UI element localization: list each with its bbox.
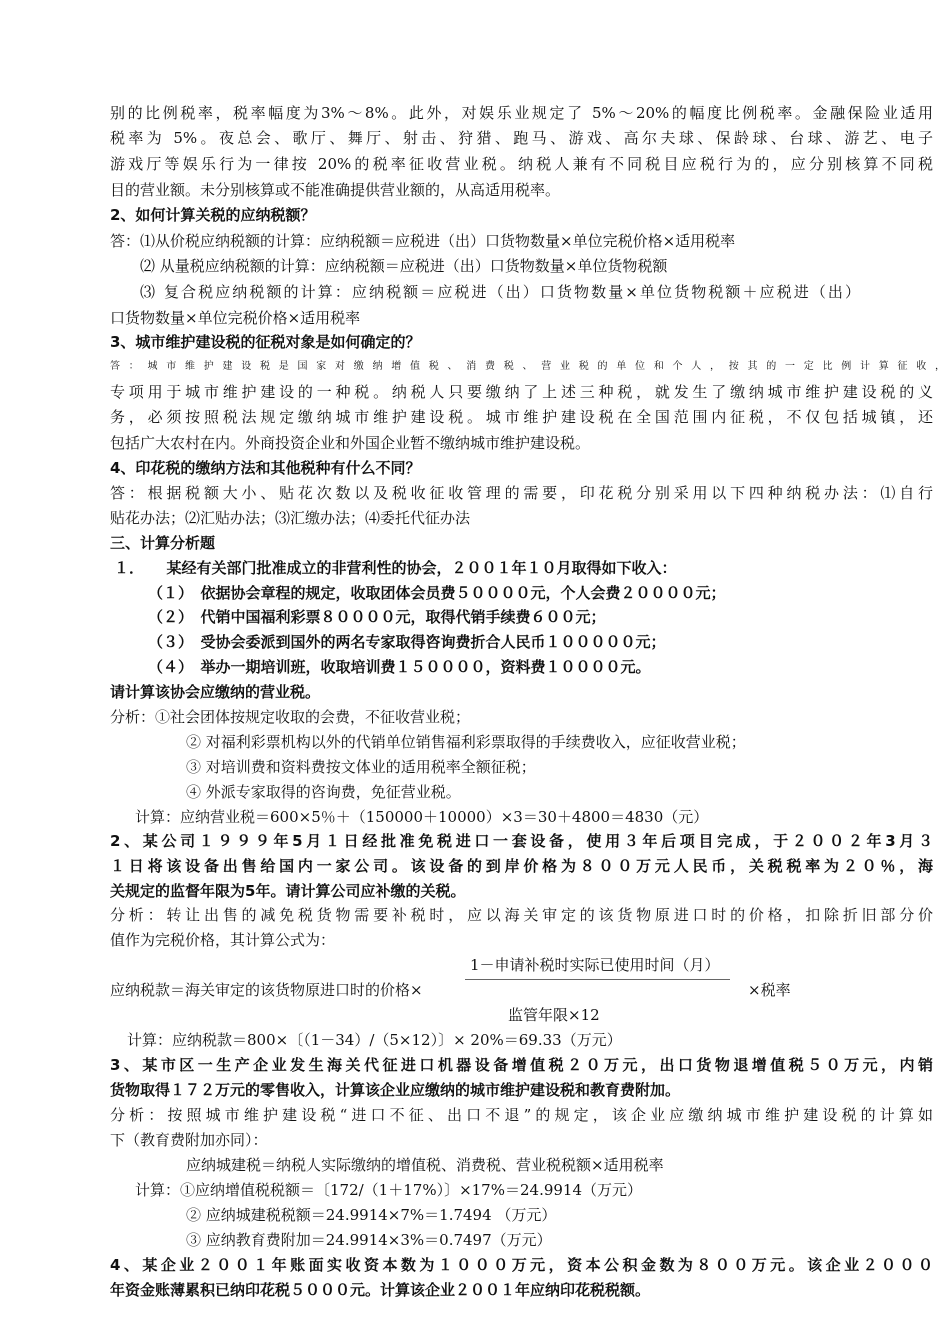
text-line: 目的营业额。未分别核算或不能准确提供营业额的，从高适用税率。	[110, 181, 561, 199]
heading-line: （３） 受协会委派到国外的两名专家取得咨询费折合人民币１０００００元；	[148, 633, 666, 651]
text-line: 包括广大农村在内。外商投资企业和外国企业暂不缴纳城市维护建设税。	[110, 434, 591, 452]
heading-line: （１） 依据协会章程的规定，收取团体会员费５００００元，个人会费２００００元；	[148, 584, 726, 602]
text-line: 答：城市维护建设税是国家对缴纳增值税、消费税、营业税的单位和个人，按其的一定比例计算征收，	[110, 361, 945, 372]
text-line: 游戏厅等娱乐行为一律按 20%的税率征收营业税。纳税人兼有不同税目应税行为的，应分别核算不同税	[110, 155, 933, 173]
heading-line: 3、城市维护建设税的征税对象是如何确定的？	[110, 333, 421, 351]
heading-line: 请计算该协会应缴纳的营业税。	[110, 683, 321, 701]
text-line: 务，必须按照税法规定缴纳城市维护建设税。城市维护建设税在全国范围内征税，不仅包括城镇，还	[110, 408, 933, 426]
text-line: ② 对福利彩票机构以外的代销单位销售福利彩票取得的手续费收入，应征收营业税；	[186, 733, 746, 751]
text-line: 专项用于城市维护建设的一种税。纳税人只要缴纳了上述三种税，就发生了缴纳城市维护建设税的义	[110, 383, 933, 401]
text-line: ③ 应纳教育费附加＝24.9914×3%＝0.7497（万元）	[186, 1231, 552, 1249]
text-line: 贴花办法；⑵汇贴办法；⑶汇缴办法；⑷委托代征办法	[110, 509, 471, 527]
text-line: 答：⑴从价税应纳税额的计算：应纳税额＝应税进（出）口货物数量×单位完税价格×适用税率	[110, 232, 736, 250]
heading-line: 2、如何计算关税的应纳税额？	[110, 206, 316, 224]
text-line: ×税率	[748, 981, 791, 999]
heading-line: 4、印花税的缴纳方法和其他税种有什么不同？	[110, 459, 421, 477]
text-line: 应纳城建税＝纳税人实际缴纳的增值税、消费税、营业税税额×适用税率	[186, 1156, 664, 1174]
text-line: 分析：转让出售的减免税货物需要补税时，应以海关审定的该货物原进口时的价格，扣除折旧部分价	[110, 906, 933, 924]
heading-line: １． 某经有关部门批准成立的非营利性的协会，２００１年１０月取得如下收入：	[114, 559, 677, 577]
text-line: 税率为 5%。夜总会、歌厅、舞厅、射击、狩猎、跑马、游戏、高尔夫球、保龄球、台球、游艺、电子	[110, 129, 933, 147]
text-line: 计算：应纳税款＝800×〔（1－34）/（5×12）〕× 20%＝69.33（万元）	[127, 1031, 622, 1049]
text-line: ④ 外派专家取得的咨询费，免征营业税。	[186, 783, 461, 801]
text-line: 应纳税款＝海关审定的该货物原进口时的价格×	[110, 981, 423, 999]
text-line: 别的比例税率，税率幅度为3%～8%。此外，对娱乐业规定了 5%～20%的幅度比例税率。金融保险业适用	[110, 104, 933, 122]
heading-line: 3、某市区一生产企业发生海关代征进口机器设备增值税２０万元，出口货物退增值税５０万元，内销	[110, 1056, 933, 1074]
text-line: 分析：按照城市维护建设税“进口不征、出口不退”的规定，该企业应缴纳城市维护建设税的计算如	[110, 1106, 933, 1124]
heading-line: （４） 举办一期培训班，收取培训费１５００００，资料费１００００元。	[148, 658, 651, 676]
heading-line: １日将该设备出售给国内一家公司。该设备的到岸价格为８００万元人民币，关税税率为２０％，海	[110, 857, 933, 875]
heading-line: 货物取得１７２万元的零售收入，计算该企业应缴纳的城市维护建设税和教育费附加。	[110, 1081, 681, 1099]
text-line: 口货物数量×单位完税价格×适用税率	[110, 309, 361, 327]
heading-line: 4、某企业２００１年账面实收资本数为１０００万元，资本公积金数为８００万元。该企业２０００	[110, 1256, 933, 1274]
text-line: 计算：①应纳增值税税额＝〔172/（1＋17%）〕×17%＝24.9914（万元）	[135, 1181, 643, 1199]
heading-line: 关规定的监督年限为5年。请计算公司应补缴的关税。	[110, 882, 466, 900]
text-line: 值作为完税价格，其计算公式为：	[110, 931, 336, 949]
text-line: ⑵ 从量税应纳税额的计算：应纳税额＝应税进（出）口货物数量×单位货物税额	[140, 257, 668, 275]
text-line: ⑶ 复合税应纳税额的计算：应纳税额＝应税进（出）口货物数量×单位货物税额＋应税进（出）	[140, 283, 860, 301]
text-line: 分析：①社会团体按规定收取的会费，不征收营业税；	[110, 708, 471, 726]
text-line: 计算：应纳营业税＝600×5％＋（150000＋10000）×3＝30＋4800＝4830（元）	[135, 808, 709, 826]
heading-line: 2、某公司１９９９年5月１日经批准免税进口一套设备，使用３年后项目完成，于２００２年3月３	[110, 832, 933, 850]
text-line: ③ 对培训费和资料费按文体业的适用税率全额征税；	[186, 758, 536, 776]
text-line: ② 应纳城建税税额＝24.9914×7%＝1.7494 （万元）	[186, 1206, 557, 1224]
heading-line: （２） 代销中国福利彩票８００００元，取得代销手续费６００元；	[148, 608, 606, 626]
text-line: 1－申请补税时实际已使用时间（月）	[470, 956, 720, 974]
heading-line: 年资金账薄累积已纳印花税５０００元。计算该企业２００１年应纳印花税税额。	[110, 1281, 651, 1299]
text-line: 答：根据税额大小、贴花次数以及税收征收管理的需要，印花税分别采用以下四种纳税办法：⑴自行	[110, 484, 933, 502]
text-line: 监管年限×12	[508, 1006, 600, 1024]
heading-line: 三、计算分析题	[110, 534, 216, 552]
fraction-bar	[465, 979, 730, 980]
text-line: 下（教育费附加亦同）：	[110, 1131, 268, 1149]
